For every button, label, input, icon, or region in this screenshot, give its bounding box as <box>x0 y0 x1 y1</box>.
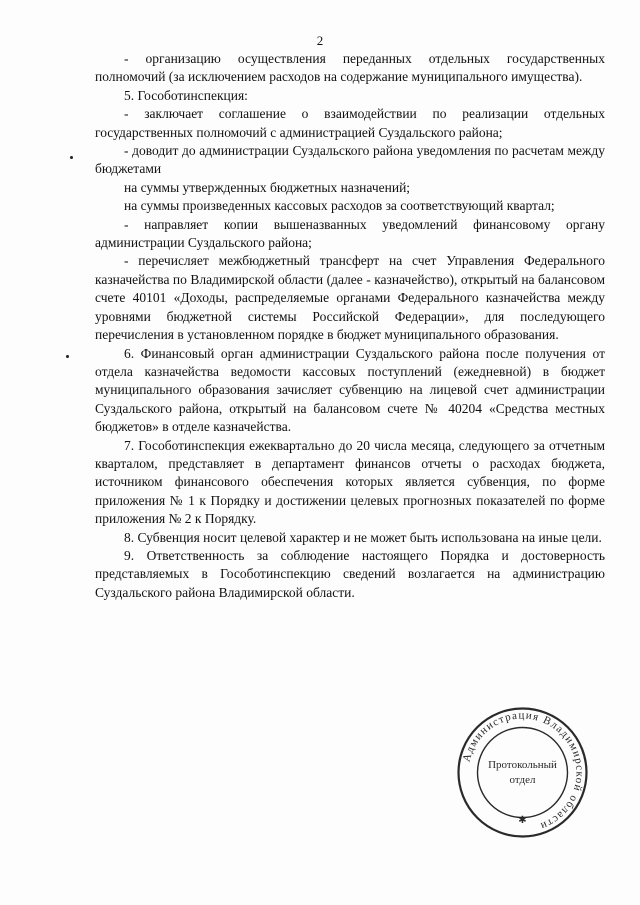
paragraph: на суммы утвержденных бюджетных назначений; <box>124 179 411 195</box>
paragraph: - перечисляет межбюджетный трансферт на счет Управления Федерального казначейства по Владимирской области (далее - казначейство), открытый на балансовом счете 40101 «Доходы, распределяемые органами Федерального казначейства между уровнями бюджетной системы Российской Федерации», для последующего перечисления в установленном порядке в бюджет муниципального образования. <box>95 253 605 343</box>
paragraph: 7. Гособотинспекция ежеквартально до 20 числа месяца, следующего за отчетным кварталом, представляет в департамент финансов отчеты о расходах бюджета, источником финансового обеспечения которых является субвенция, по форме приложения № 1 к Порядку и достижении целевых прогнозных показателей по форме приложения № 2 к Порядку. <box>95 437 605 527</box>
document-body <box>95 50 605 602</box>
scan-artifact <box>66 355 69 358</box>
paragraph: 5. Гособотинспекция: <box>124 87 248 103</box>
paragraph: - организацию осуществления переданных отдельных государственных полномочий (за исключением расходов на содержание муниципального имущества). <box>95 51 605 85</box>
paragraph: - заключает соглашение о взаимодействии по реализации отдельных государственных полномочий с администрацией Суздальского района; <box>95 106 605 140</box>
paragraph: на суммы произведенных кассовых расходов за соответствующий квартал; <box>124 198 555 214</box>
stamp-center-line1: Протокольный <box>488 759 557 771</box>
scan-artifact <box>70 156 73 159</box>
paragraph: 8. Субвенция носит целевой характер и не может быть использована на иные цели. <box>124 529 602 545</box>
stamp-star-icon: ✱ <box>518 815 527 826</box>
page-number: 2 <box>316 33 324 48</box>
stamp-inner-ring <box>478 728 568 818</box>
official-stamp <box>455 705 590 840</box>
paragraph: 6. Финансовый орган администрации Суздальского района после получения от отдела казначейства ведомости кассовых поступлений (ежедневной) в бюджет муниципального образования зачисляет субвенцию на лицевой счет администрации Суздальского района, открытый на балансовом счете № 40204 «Средства местных бюджетов» в отделе казначейства. <box>95 345 605 435</box>
stamp-center-line2: отдел <box>509 774 536 786</box>
paragraph: - направляет копии вышеназванных уведомлений финансовому органу администрации Суздальского района; <box>95 216 605 251</box>
stamp-ring-text: Администрация Владимирской области <box>460 709 586 833</box>
paragraph: - доводит до администрации Суздальского района уведомления по расчетам между бюджетами <box>95 143 605 177</box>
paragraph: 9. Ответственность за соблюдение настоящего Порядка и достоверность представляемых в Гособотинспекцию сведений возлагается на администрацию Суздальского района Владимирской области. <box>95 547 605 600</box>
